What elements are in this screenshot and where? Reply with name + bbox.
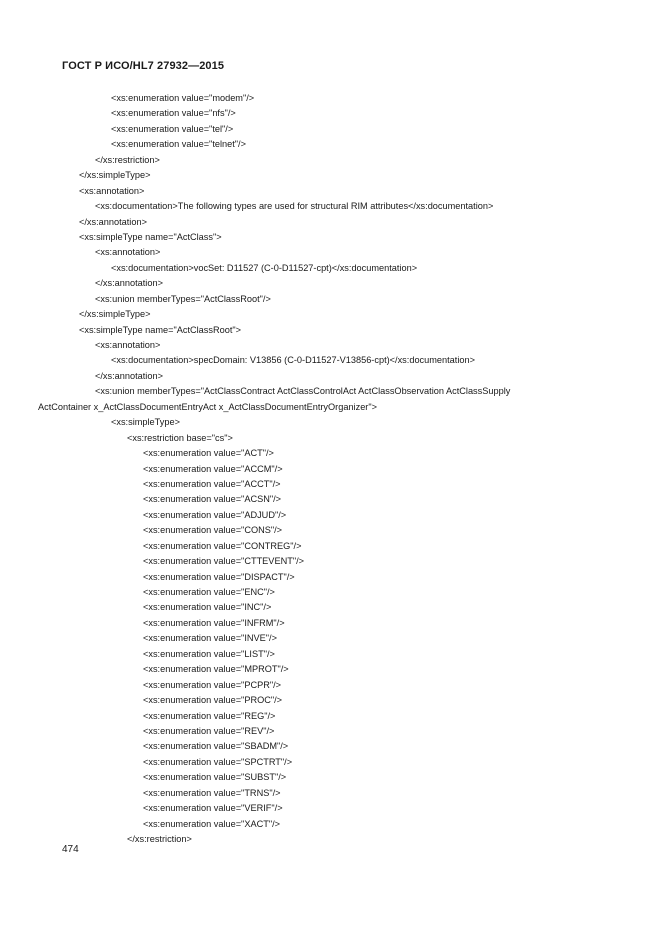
- code-line: <xs:enumeration value="nfs"/>: [111, 108, 236, 119]
- code-line: <xs:enumeration value="INC"/>: [143, 602, 272, 613]
- code-line: <xs:annotation>: [95, 340, 161, 350]
- code-line: </xs:restriction>: [127, 834, 192, 844]
- code-line: </xs:annotation>: [95, 278, 163, 289]
- code-line: <xs:enumeration value="ACT"/>: [143, 448, 274, 459]
- code-line: <xs:enumeration value="ENC"/>: [143, 587, 275, 597]
- code-line: <xs:documentation>specDomain: V13856 (C-0-D11527-V13856-cpt)</xs:documentation>: [111, 355, 475, 366]
- code-line: <xs:annotation>: [95, 247, 161, 258]
- code-line: <xs:enumeration value="ACSN"/>: [143, 494, 282, 505]
- code-line: <xs:enumeration value="SPCTRT"/>: [143, 756, 293, 767]
- code-line: <xs:simpleType name="ActClass">: [79, 231, 222, 242]
- code-line: <xs:enumeration value="INFRM"/>: [143, 617, 285, 628]
- code-line: <xs:enumeration value="TRNS"/>: [143, 787, 281, 798]
- code-line: <xs:enumeration value="VERIF"/>: [143, 803, 283, 814]
- code-line: <xs:enumeration value="SUBST"/>: [143, 772, 287, 783]
- code-line: <xs:enumeration value="ACCT"/>: [143, 478, 281, 489]
- code-line: </xs:restriction>: [95, 154, 160, 165]
- code-line: <xs:enumeration value="MPROT"/>: [143, 664, 289, 675]
- code-line: </xs:simpleType>: [79, 309, 151, 320]
- code-line: <xs:enumeration value="ADJUD"/>: [143, 509, 287, 520]
- code-line: <xs:enumeration value="CONS"/>: [143, 525, 283, 536]
- code-line: <xs:enumeration value="CTTEVENT"/>: [143, 556, 304, 567]
- code-line: </xs:annotation>: [79, 216, 147, 227]
- code-line: <xs:enumeration value="ACCM"/>: [143, 463, 283, 474]
- code-line: </xs:simpleType>: [79, 170, 151, 181]
- code-line: <xs:enumeration value="PCPR"/>: [143, 679, 282, 690]
- code-line: <xs:enumeration value="LIST"/>: [143, 648, 275, 659]
- xml-code-listing: [0, 91, 661, 847]
- code-line: <xs:enumeration value="INVE"/>: [143, 633, 277, 644]
- code-line: <xs:enumeration value="DISPACT"/>: [143, 571, 295, 582]
- code-line: <xs:documentation>vocSet: D11527 (C-0-D11527-cpt)</xs:documentation>: [111, 262, 418, 273]
- code-line: <xs:simpleType name="ActClassRoot">: [79, 324, 242, 335]
- code-line: <xs:enumeration value="PROC"/>: [143, 695, 283, 706]
- code-line: <xs:enumeration value="XACT"/>: [143, 818, 281, 829]
- code-line: <xs:restriction base="cs">: [127, 432, 233, 443]
- code-line: <xs:enumeration value="SBADM"/>: [143, 741, 289, 752]
- code-line: <xs:union memberTypes="ActClassContract ActClassControlAct ActClassObservation ActClassSupply: [95, 386, 511, 397]
- code-line: <xs:enumeration value="REG"/>: [143, 710, 276, 721]
- code-line: <xs:annotation>: [79, 185, 145, 196]
- code-line: ActContainer x_ActClassDocumentEntryAct x_ActClassDocumentEntryOrganizer">: [38, 401, 377, 412]
- code-line: <xs:documentation>The following types are used for structural RIM attributes</xs:documentation>: [95, 201, 494, 212]
- code-line: <xs:enumeration value="telnet"/>: [111, 139, 246, 150]
- code-line: <xs:enumeration value="modem"/>: [111, 93, 255, 103]
- code-line: <xs:simpleType>: [111, 417, 180, 428]
- page-number: 474: [62, 844, 79, 855]
- code-line: <xs:enumeration value="REV"/>: [143, 725, 275, 736]
- code-line: <xs:enumeration value="CONTREG"/>: [143, 540, 302, 551]
- code-line: </xs:annotation>: [95, 370, 163, 381]
- code-line: <xs:enumeration value="tel"/>: [111, 123, 234, 134]
- page-title: ГОСТ Р ИСО/HL7 27932—2015: [62, 60, 225, 72]
- code-line: <xs:union memberTypes="ActClassRoot"/>: [95, 293, 271, 304]
